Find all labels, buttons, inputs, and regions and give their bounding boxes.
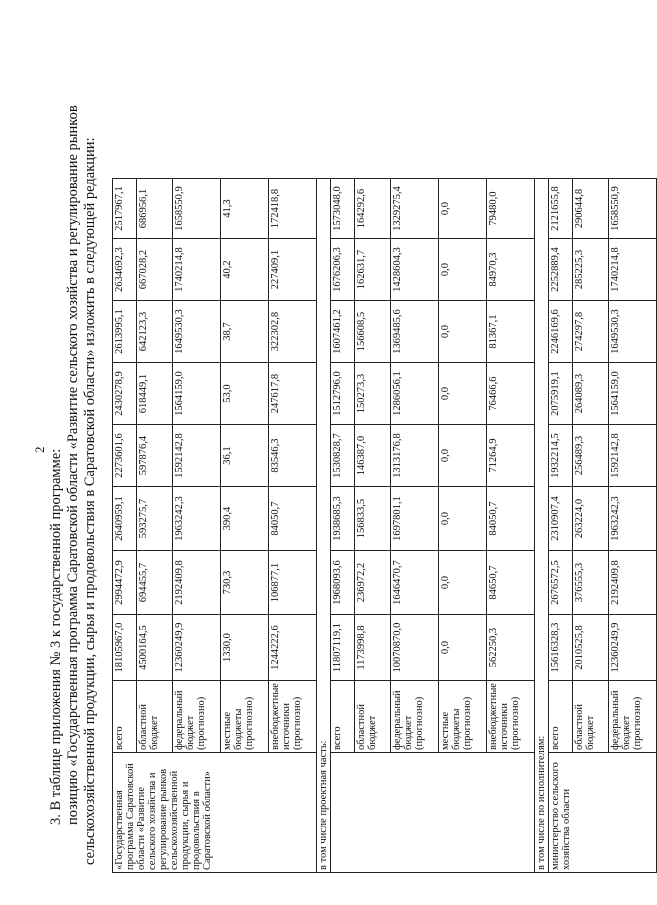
value-cell: 236972,2 [355,551,391,615]
row-label: областной бюджет [355,681,391,753]
value-cell: 10070870,0 [391,615,439,681]
funding-table [112,178,657,873]
value-cell: 71264,9 [487,425,535,487]
value-cell: 146387,0 [355,425,391,487]
value-cell: 1573048,0 [331,179,355,239]
value-cell: 730,3 [221,551,269,615]
value-cell: 83546,3 [269,425,317,487]
value-cell: 274297,8 [573,301,609,363]
value-cell: 1649530,3 [609,301,657,363]
value-cell: 76466,6 [487,363,535,425]
value-cell: 2246169,6 [549,301,573,363]
value-cell: 1963242,3 [609,487,657,551]
value-cell: 0,0 [439,425,487,487]
value-cell: 18105967,0 [113,615,137,681]
table-row [113,179,137,873]
value-cell: 1512796,0 [331,363,355,425]
section-row [317,179,331,873]
value-cell: 1592142,8 [173,425,221,487]
value-cell: 0,0 [439,179,487,239]
value-cell: 263224,0 [573,487,609,551]
value-cell: 593275,7 [137,487,173,551]
value-cell: 36,1 [221,425,269,487]
row-label: всего [113,681,137,753]
program-name-blank-cell [331,753,535,873]
value-cell: 1592142,8 [609,425,657,487]
value-cell: 1646470,7 [391,551,439,615]
row-label: всего [331,681,355,753]
row-label: федеральный бюджет (прогнозно) [173,681,221,753]
value-cell: 2613995,1 [113,301,137,363]
value-cell: 0,0 [439,487,487,551]
value-cell: 597876,4 [137,425,173,487]
row-label: внебюджетные источники (прогнозно) [487,681,535,753]
row-label: внебюджетные источники (прогнозно) [269,681,317,753]
program-name-cell: «Государственная программа Саратовской области «Развитие сельского хозяйства и регулирование рынков сельскохозяйственной продукции, сырья и продовольствия в Саратовской области» [113,753,317,873]
value-cell: 1173998,8 [355,615,391,681]
value-cell: 41,3 [221,179,269,239]
value-cell: 106877,1 [269,551,317,615]
row-label: местные бюджеты (прогнозно) [221,681,269,753]
value-cell: 81367,1 [487,301,535,363]
value-cell: 285225,3 [573,239,609,301]
value-cell: 1740214,8 [609,239,657,301]
heading-line-1: 3. В таблице приложения № 3 к государственной программе: [48,448,64,825]
value-cell: 2121655,8 [549,179,573,239]
value-cell: 150273,3 [355,363,391,425]
value-cell: 2310907,4 [549,487,573,551]
value-cell: 38,7 [221,301,269,363]
value-cell: 4500164,5 [137,615,173,681]
value-cell: 2192409,8 [609,551,657,615]
value-cell: 1649530,3 [173,301,221,363]
heading-line-3: сельскохозяйственной продукции, сырья и продовольствия в Саратовской области» изложить в следующей редакции: [82,137,98,865]
row-label: федеральный бюджет (прогнозно) [609,681,657,753]
value-cell: 2517967,1 [113,179,137,239]
value-cell: 40,2 [221,239,269,301]
value-cell: 694455,7 [137,551,173,615]
value-cell: 1963242,3 [173,487,221,551]
value-cell: 84050,7 [487,487,535,551]
value-cell: 15616328,3 [549,615,573,681]
value-cell: 2676572,5 [549,551,573,615]
value-cell: 84970,3 [487,239,535,301]
value-cell: 84650,7 [487,551,535,615]
row-label: областной бюджет [573,681,609,753]
value-cell: 376555,3 [573,551,609,615]
value-cell: 0,0 [439,301,487,363]
value-cell: 686956,1 [137,179,173,239]
value-cell: 256489,3 [573,425,609,487]
value-cell: 1658550,9 [173,179,221,239]
value-cell: 1564159,0 [609,363,657,425]
value-cell: 1697801,1 [391,487,439,551]
value-cell: 2075919,1 [549,363,573,425]
value-cell: 2192409,8 [173,551,221,615]
value-cell: 53,0 [221,363,269,425]
row-label: областной бюджет [137,681,173,753]
row-label: федеральный бюджет (прогнозно) [391,681,439,753]
value-cell: 562250,3 [487,615,535,681]
value-cell: 390,4 [221,487,269,551]
value-cell: 264089,3 [573,363,609,425]
value-cell: 618449,1 [137,363,173,425]
value-cell: 2010525,8 [573,615,609,681]
row-label: местные бюджеты (прогнозно) [439,681,487,753]
value-cell: 0,0 [439,551,487,615]
value-cell: 172418,8 [269,179,317,239]
value-cell: 156608,5 [355,301,391,363]
value-cell: 79480,0 [487,179,535,239]
section-row [535,179,549,873]
value-cell: 1564159,0 [173,363,221,425]
value-cell: 2634692,3 [113,239,137,301]
value-cell: 1968093,6 [331,551,355,615]
table-row [331,179,355,873]
row-label: всего [549,681,573,753]
value-cell: 12360249,9 [173,615,221,681]
value-cell: 290644,8 [573,179,609,239]
value-cell: 1329275,4 [391,179,439,239]
table-row [549,179,573,873]
value-cell: 1658550,9 [609,179,657,239]
value-cell: 164292,6 [355,179,391,239]
value-cell: 1938685,3 [331,487,355,551]
value-cell: 1676206,3 [331,239,355,301]
value-cell: 1530828,7 [331,425,355,487]
value-cell: 156833,5 [355,487,391,551]
value-cell: 1740214,8 [173,239,221,301]
page-number: 2 [32,446,47,453]
value-cell: 322302,8 [269,301,317,363]
value-cell: 227409,1 [269,239,317,301]
value-cell: 0,0 [439,363,487,425]
executor-name-cell: министерство сельского хозяйства области [549,753,657,873]
value-cell: 247617,8 [269,363,317,425]
value-cell: 1330,0 [221,615,269,681]
value-cell: 1369485,6 [391,301,439,363]
value-cell: 642123,3 [137,301,173,363]
section-executors-label: в том числе по исполнителям: [535,179,549,873]
value-cell: 1244222,6 [269,615,317,681]
amendment-heading [48,45,99,865]
value-cell: 11807119,1 [331,615,355,681]
value-cell: 2994472,9 [113,551,137,615]
value-cell: 0,0 [439,615,487,681]
value-cell: 2273601,6 [113,425,137,487]
value-cell: 2430278,9 [113,363,137,425]
value-cell: 667028,2 [137,239,173,301]
section-project-label: в том числе проектная часть: [317,179,331,873]
value-cell: 0,0 [439,239,487,301]
value-cell: 1428604,3 [391,239,439,301]
value-cell: 84050,7 [269,487,317,551]
value-cell: 12360249,9 [609,615,657,681]
value-cell: 1607461,2 [331,301,355,363]
value-cell: 1932214,5 [549,425,573,487]
value-cell: 1313176,8 [391,425,439,487]
heading-line-2: позицию «Государственная программа Саратовской области «Развитие сельского хозяйства и регулирование рынков [65,105,81,825]
value-cell: 2252889,4 [549,239,573,301]
value-cell: 2640959,1 [113,487,137,551]
value-cell: 1286056,1 [391,363,439,425]
value-cell: 162631,7 [355,239,391,301]
